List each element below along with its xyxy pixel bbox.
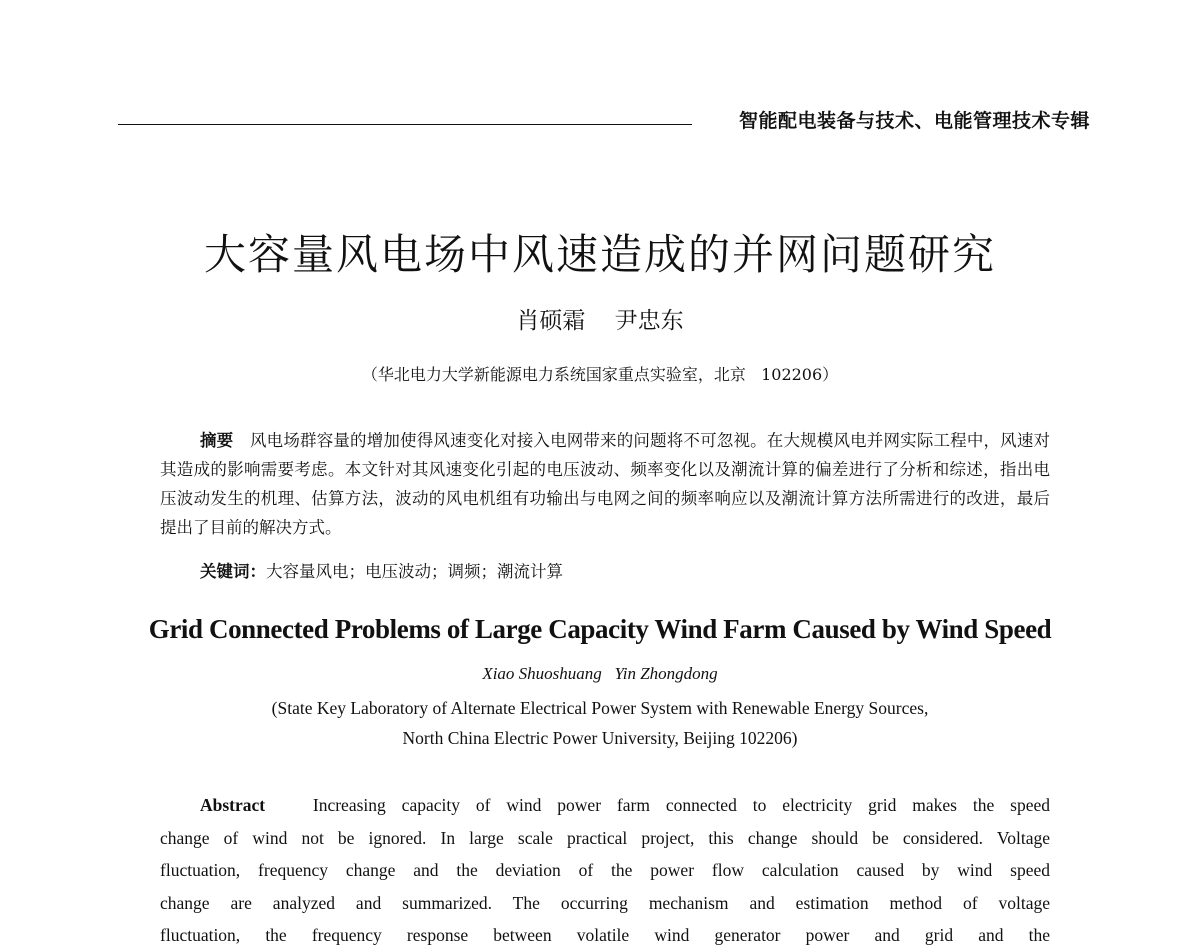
english-affiliation-line-2: North China Electric Power University, Beijing 102206) xyxy=(402,728,798,748)
english-abstract-text-1: Increasing capacity of wind power farm connected to electricity grid makes the speed xyxy=(312,795,1050,815)
journal-section-title: 智能配电装备与技术、电能管理技术专辑 xyxy=(738,110,1090,132)
chinese-keywords-label: 关键词： xyxy=(200,562,266,581)
chinese-affiliation: （华北电力大学新能源电力系统国家重点实验室，北京 102206） xyxy=(361,365,839,384)
english-abstract-line-3: fluctuation, frequency change and the deviation of the power flow calculation caused by wind speed xyxy=(160,860,1050,880)
chinese-title: 大容量风电场中风速造成的并网问题研究 xyxy=(203,230,996,279)
chinese-abstract-text: 风电场群容量的增加使得风速变化对接入电网带来的问题将不可忽视。在大规模风电并网实际工程中，风速对其造成的影响需要考虑。本文针对其风速变化引起的电压波动、频率变化以及潮流计算的偏差进行了分析和综述，指出电压波动发生的机理、估算方法，波动的风电机组有功输出与电网之间的频率响应以及潮流计算方法所需进行的改进，最后提出了目前的解决方式。 xyxy=(160,431,1051,537)
english-abstract-label: Abstract xyxy=(200,795,266,815)
running-header xyxy=(118,104,1090,136)
chinese-authors: 肖硕霜 尹忠东 xyxy=(516,308,684,334)
chinese-abstract-label: 摘要 xyxy=(200,431,234,450)
chinese-keywords-text: 大容量风电；电压波动；调频；潮流计算 xyxy=(266,562,563,581)
english-abstract-line-5: fluctuation, the frequency response between volatile wind generator power and grid and the xyxy=(160,925,1050,945)
chinese-keywords xyxy=(200,557,1050,586)
english-affiliation xyxy=(0,693,1200,753)
english-abstract-line-2: change of wind not be ignored. In large scale practical project, this change should be considered. Voltage xyxy=(160,827,1050,848)
english-title: Grid Connected Problems of Large Capacity Wind Farm Caused by Wind Speed xyxy=(148,614,1052,644)
english-abstract xyxy=(160,789,1050,952)
english-affiliation-line-1: (State Key Laboratory of Alternate Electrical Power System with Renewable Energy Sources, xyxy=(271,698,929,718)
header-rule xyxy=(118,124,692,125)
english-abstract-line-4: change are analyzed and summarized. The occurring mechanism and estimation method of voltage xyxy=(160,892,1050,913)
english-authors: Xiao Shuoshuang Yin Zhongdong xyxy=(482,664,718,683)
english-abstract-line-1 xyxy=(160,789,1050,822)
chinese-abstract xyxy=(160,426,1050,542)
